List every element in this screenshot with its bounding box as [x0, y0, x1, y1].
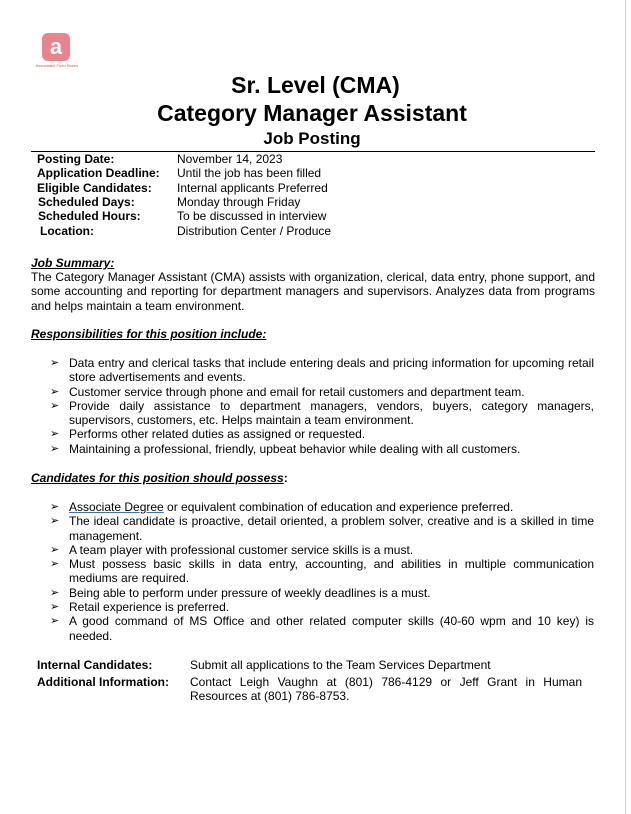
bullet-arrow-icon: ➢ [50, 543, 60, 556]
title-position: Category Manager Assistant [157, 100, 467, 126]
responsibilities-heading: Responsibilities for this position include: [31, 327, 267, 341]
bullet-arrow-icon: ➢ [50, 558, 60, 571]
page-edge-divider [625, 0, 626, 814]
detail-value: Until the job has been filled [177, 166, 322, 180]
detail-label: Location: [40, 224, 94, 238]
bullet-arrow-icon: ➢ [50, 501, 60, 513]
candidates-list [0, 500, 594, 643]
detail-value: Distribution Center / Produce [177, 224, 332, 238]
candidates-heading-row [31, 471, 288, 485]
list-item [0, 399, 594, 428]
list-item-text: Provide daily assistance to department managers, vendors, buyers, category managers, supervisors, customers, etc. Helps maintain a team environment. [69, 398, 594, 428]
list-item [0, 500, 594, 514]
detail-label: Eligible Candidates: [37, 181, 152, 195]
list-item [0, 586, 594, 600]
detail-value: November 14, 2023 [177, 152, 283, 166]
list-item-text: Customer service through phone and email for retail customers and department team. [69, 384, 525, 399]
list-item-text: A good command of MS Office and other related computer skills (40-60 wpm and 10 key) is needed. [69, 614, 594, 643]
detail-value: Monday through Friday [177, 195, 301, 209]
list-item-text: Must possess basic skills in data entry, accounting, and abilities in multiple communication mediums are required. [69, 557, 594, 586]
list-item [0, 543, 594, 557]
detail-value: To be discussed in interview [177, 209, 327, 223]
internal-candidates-row [37, 658, 597, 673]
list-item [0, 356, 594, 385]
list-item-text: The ideal candidate is proactive, detail oriented, a problem solver, creative and is a skilled in time management. [69, 514, 594, 543]
detail-value: Internal applicants Preferred [177, 181, 328, 195]
candidates-heading-colon: : [283, 471, 288, 485]
list-item-text: A team player with professional customer service skills is a must. [69, 542, 414, 557]
list-item-text: Being able to perform under pressure of weekly deadlines is a must. [69, 585, 431, 600]
list-item [0, 427, 594, 441]
logo-icon [42, 33, 70, 61]
title-job-posting: Job Posting [263, 129, 361, 148]
internal-candidates-label: Internal Candidates: [37, 658, 153, 672]
list-item-text: Performs other related duties as assigned or requested. [69, 427, 366, 442]
list-item-text: Retail experience is preferred. [69, 600, 230, 615]
detail-label: Application Deadline: [37, 166, 160, 180]
detail-label: Posting Date: [37, 152, 115, 166]
bullet-arrow-icon: ➢ [50, 399, 60, 412]
list-item-text: Maintaining a professional, friendly, upbeat behavior while dealing with all customers. [69, 441, 521, 456]
additional-information-label: Additional Information: [37, 675, 169, 689]
internal-candidates-value: Submit all applications to the Team Services Department [190, 658, 491, 672]
list-item [0, 600, 594, 614]
company-logo [35, 33, 80, 69]
list-item [0, 557, 594, 586]
detail-label: Scheduled Hours: [38, 209, 141, 223]
detail-label: Scheduled Days: [38, 195, 135, 209]
list-item-text: Data entry and clerical tasks that include entering deals and pricing information for upcoming retail store advertisements and events. [69, 356, 594, 385]
job-summary-text: The Category Manager Assistant (CMA) assists with organization, clerical, data entry, phone support, and some accounting and reporting for department managers and supervisors. Analyzes data from programs and helps maintain a team environment. [31, 270, 595, 313]
list-item-text: or equivalent combination of education and experience preferred. [163, 500, 514, 514]
bullet-arrow-icon: ➢ [50, 515, 60, 528]
list-item [0, 385, 594, 399]
title-level: Sr. Level (CMA) [231, 72, 400, 98]
bullet-arrow-icon: ➢ [50, 615, 60, 628]
additional-information-row [37, 675, 597, 705]
candidates-heading: Candidates for this position should possess [31, 471, 284, 485]
responsibilities-list [0, 356, 594, 456]
bullet-arrow-icon: ➢ [50, 442, 60, 455]
title-divider [31, 151, 595, 152]
bullet-arrow-icon: ➢ [50, 601, 60, 614]
additional-information-value: Contact Leigh Vaughn at (801) 786-4129 or Jeff Grant in Human Resources at (801) 786-8753. [190, 675, 582, 704]
logo-letter: a [49, 34, 63, 59]
list-item [0, 442, 594, 456]
logo-tagline: Associated Food Stores [35, 63, 79, 68]
bullet-arrow-icon: ➢ [50, 586, 60, 599]
bullet-arrow-icon: ➢ [50, 385, 60, 398]
bullet-arrow-icon: ➢ [50, 357, 60, 369]
associate-degree-link[interactable]: Associate Degree [69, 500, 164, 514]
bullet-arrow-icon: ➢ [50, 428, 60, 441]
list-item [0, 614, 594, 643]
job-summary-heading: Job Summary: [31, 256, 115, 270]
list-item [0, 514, 594, 543]
